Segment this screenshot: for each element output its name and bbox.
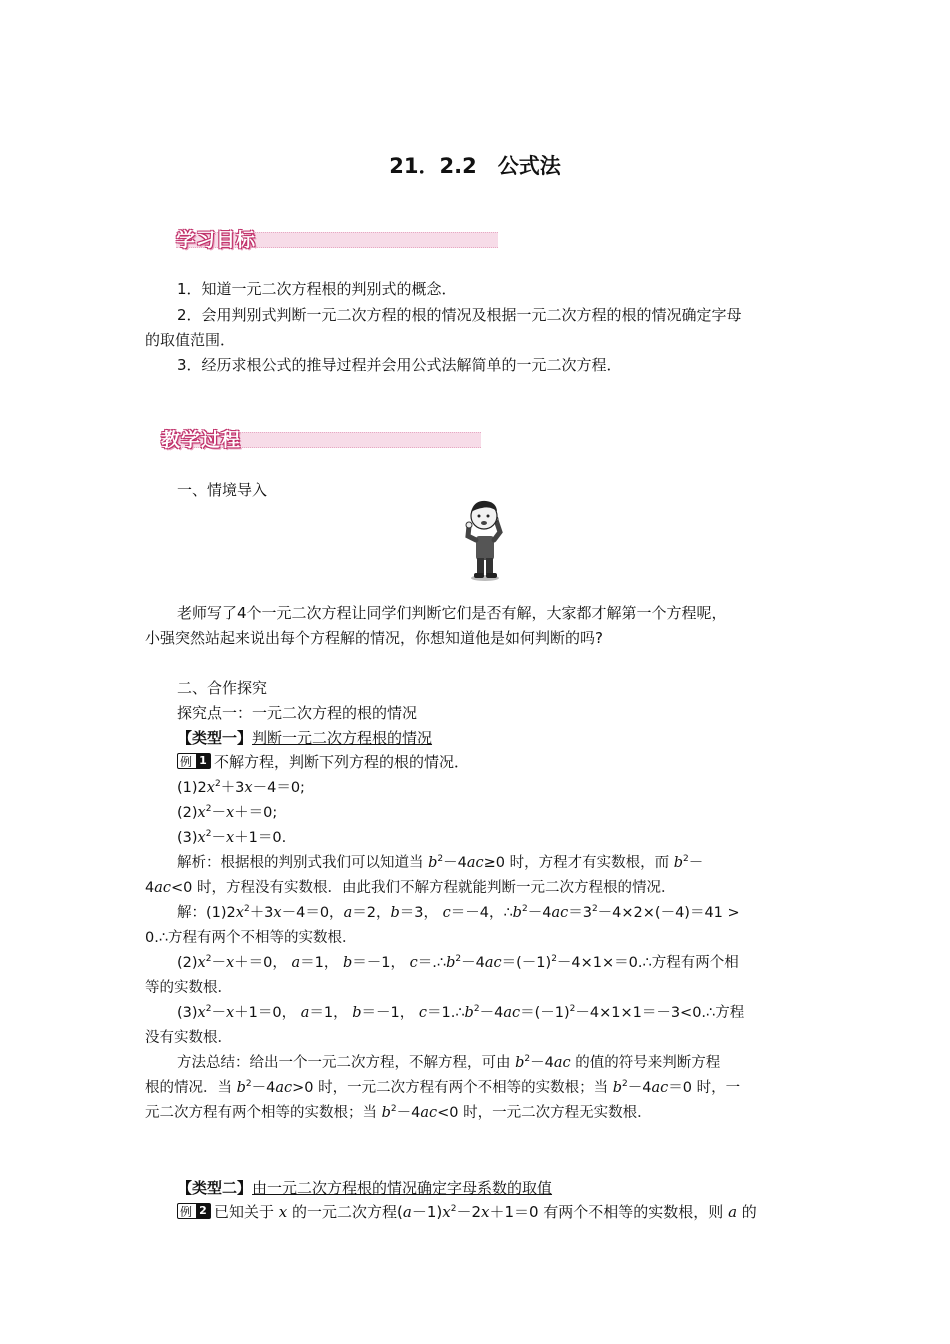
intro-line-2: 小强突然站起来说出每个方程解的情况，你想知道他是如何判断的吗? xyxy=(145,629,603,647)
process-banner-label: 教学过程 xyxy=(161,429,242,451)
summary-line-3: 元二次方程有两个相等的实数根；当 $b^2-4ac<0$ 时，一元二次方程无实数根． xyxy=(145,1104,652,1121)
part2-heading: 二、合作探究 xyxy=(177,679,268,697)
summary-line-2: 根的情况．当 $b^2-4ac>0$ 时，一元二次方程有两个不相等的实数根；当 $b^2-4ac=0$ 时，一 xyxy=(145,1079,741,1096)
objective-3: 3．经历求根公式的推导过程并会用公式法解简单的一元二次方程． xyxy=(177,356,622,374)
equation-1: $(1)2x^2+3x-4=0$; xyxy=(177,779,305,796)
intro-line-1: 老师写了4个一元二次方程让同学们判断它们是否有解，大家都才解第一个方程呢， xyxy=(177,604,727,622)
example-1-statement xyxy=(177,752,469,772)
thinking-boy-illustration xyxy=(462,496,508,582)
equation-2: $(2)x^2-x+=0$; xyxy=(177,804,278,821)
example-1-badge xyxy=(177,753,211,769)
summary-label: 方法总结： xyxy=(177,1055,250,1071)
solution-label: 解： xyxy=(177,905,206,921)
solution-3-line-2: 没有实数根． xyxy=(145,1030,232,1046)
example-badge-number: 1 xyxy=(196,754,210,768)
summary-line-1: 方法总结：给出一个一元二次方程，不解方程，可由 $b^2-4ac$ 的值的符号来判断方程 xyxy=(177,1054,721,1071)
type2-heading xyxy=(177,1178,552,1198)
example-badge-number: 2 xyxy=(196,1204,210,1218)
objective-1: 1．知道一元二次方程根的判别式的概念． xyxy=(177,280,457,298)
analysis-line-1: 解析：根据根的判别式我们可以知道当 $b^2-4ac\ge 0$ 时，方程才有实数根，而 $b^2-$ xyxy=(177,854,704,871)
objective-2: 2．会用判别式判断一元二次方程的根的情况及根据一元二次方程的根的情况确定字母 xyxy=(177,306,742,324)
solution-1-line-1: 解：$(1)2x^2+3x-4=0$，a＝2，b＝3， c＝－4，$\therefore b^2-4ac=3^2-4\times 2\times(-4)=41$ > xyxy=(177,904,740,921)
page-title: 21．2.2 公式法 xyxy=(389,154,561,178)
example-2-statement: 例 2 已知关于 x 的一元二次方程$(a-1)x^2-2x+1=0$ 有两个不相等的实数根，则 a 的 xyxy=(177,1202,757,1222)
solution-2-line-2: 等的实数根． xyxy=(145,980,232,996)
example-badge-label: 例 xyxy=(180,755,193,769)
objectives-banner xyxy=(176,228,498,251)
equation-3: $(3)x^2-x+1=0$. xyxy=(177,829,287,846)
example-badge-label: 例 xyxy=(180,1205,193,1219)
type1-bracket: 【类型一】 xyxy=(177,729,253,747)
type2-title: 由一元二次方程根的情况确定字母系数的取值 xyxy=(252,1179,553,1197)
solution-2-line-1: $(2)x^2-x+=0$， a＝1， b＝－1， $c=.\therefore b^2-4ac=(-1)^2-4\times 1\times=0.\therefore$方程有两个相 xyxy=(177,954,739,971)
type1-title: 判断一元二次方程根的情况 xyxy=(252,729,433,747)
process-banner xyxy=(161,428,481,451)
solution-1-line-2: 0.∴方程有两个不相等的实数根． xyxy=(145,930,357,946)
example-1-text: 不解方程，判断下列方程的根的情况． xyxy=(214,753,470,771)
example-2-badge xyxy=(177,1203,211,1219)
part1-heading: 一、情境导入 xyxy=(177,481,268,499)
explore-point-1: 探究点一：一元二次方程的根的情况 xyxy=(177,704,418,722)
analysis-label: 解析： xyxy=(177,855,221,871)
objective-2-cont: 的取值范围． xyxy=(145,331,236,349)
solution-3-line-1: $(3)x^2-x+1=0$， a＝1， b＝－1， $c=1.\therefore b^2-4ac=(-1)^2-4\times 1\times 1=-3<0.\therefore$方程 xyxy=(177,1004,745,1021)
type2-bracket: 【类型二】 xyxy=(177,1179,253,1197)
analysis-line-2: 4ac<0 时，方程没有实数根．由此我们不解方程就能判断一元二次方程根的情况． xyxy=(145,880,676,896)
objectives-banner-label: 学习目标 xyxy=(176,229,257,251)
type1-heading xyxy=(177,728,432,748)
